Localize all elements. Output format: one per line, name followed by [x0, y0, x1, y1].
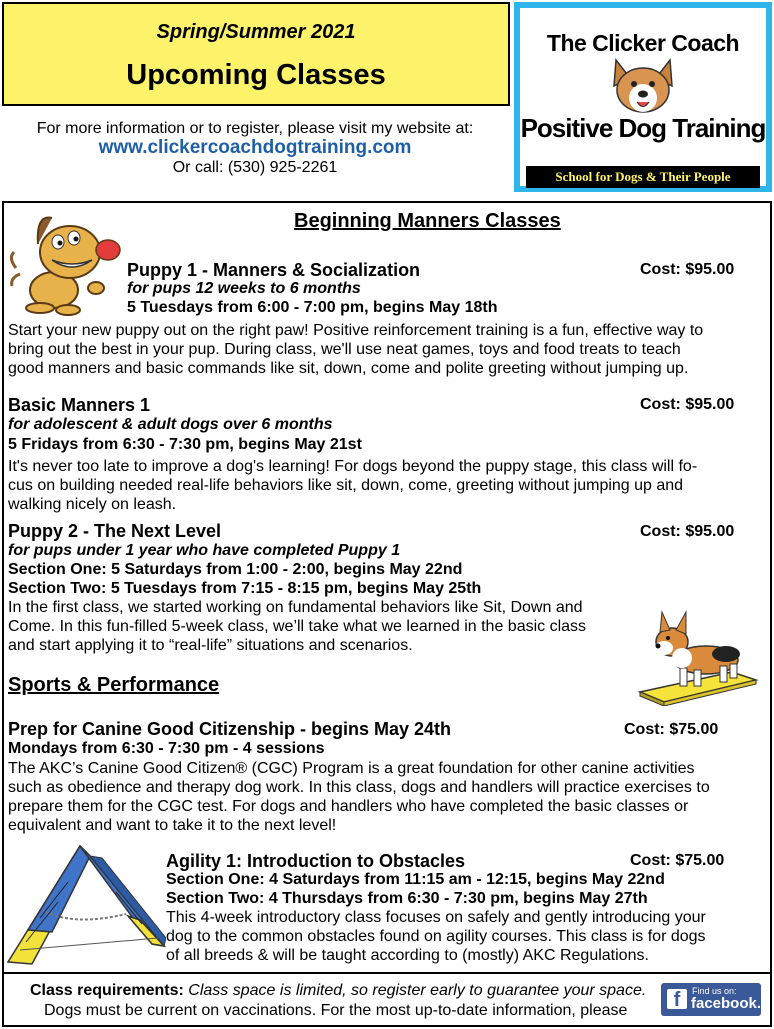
- facebook-label: facebook.: [691, 995, 762, 1012]
- page-title: Upcoming Classes: [126, 59, 386, 91]
- agility-a-frame-icon: [6, 842, 166, 966]
- basic-cost: Cost: $95.00: [640, 396, 735, 413]
- agility-cost: Cost: $75.00: [630, 852, 725, 869]
- logo-tagline: School for Dogs & Their People: [526, 166, 760, 188]
- corgi-face-icon: [606, 56, 680, 116]
- cgc-title: Prep for Canine Good Citizenship - begins May 24th: [8, 719, 452, 739]
- agility-title: Agility 1: Introduction to Obstacles: [166, 851, 466, 871]
- cgc-description: The AKC’s Canine Good Citizen® (CGC) Program is a great foundation for other canine activities such as obedience and therapy dog work. In this class, dogs and handlers will practice exercises to prepare them for the CGC test. For dogs and handlers who have completed the basic classes or equivalent and want to take it to the next level!: [8, 760, 710, 834]
- logo: [514, 2, 772, 192]
- puppy2-audience: for pups under 1 year who have completed Puppy 1: [8, 542, 401, 559]
- facebook-icon: f: [667, 989, 687, 1009]
- cartoon-dog-icon: [6, 208, 124, 318]
- puppy2-cost: Cost: $95.00: [640, 523, 735, 540]
- vaccination-note: Dogs must be current on vaccinations. For the most up-to-date information, please: [44, 1002, 628, 1019]
- puppy1-title: Puppy 1 - Manners & Socialization: [127, 260, 421, 280]
- puppy1-audience: for pups 12 weeks to 6 months: [127, 280, 361, 297]
- facebook-find-label: Find us on:: [692, 986, 737, 996]
- class-requirements: Class requirements: Class space is limited, so register early to guarantee your space.: [30, 982, 647, 999]
- basic-title: Basic Manners 1: [8, 395, 151, 415]
- puppy1-schedule: 5 Tuesdays from 6:00 - 7:00 pm, begins May 18th: [127, 299, 498, 316]
- agility-section1: Section One: 4 Saturdays from 11:15 am - 12:15, begins May 22nd: [166, 871, 665, 888]
- phone-text: Or call: (530) 925-2261: [172, 159, 338, 176]
- facebook-button[interactable]: [661, 983, 761, 1016]
- puppy2-description: In the first class, we started working on fundamental behaviors like Sit, Down and Come. In this fun-filled 5-week class, we’ll take what we learned in the basic class and start applying it to “real-life” situations and scenarios.: [8, 599, 587, 654]
- puppy1-cost: Cost: $95.00: [640, 261, 735, 278]
- agility-description: This 4-week introductory class focuses on safely and gently introducing your dog to the common obstacles found on agility courses. This class is for dogs of all breeds & will be taught according to (mostly) AKC Regulations.: [166, 909, 706, 964]
- puppy2-section1: Section One: 5 Saturdays from 1:00 - 2:00, begins May 22nd: [8, 561, 463, 578]
- puppy1-description: Start your new puppy out on the right paw! Positive reinforcement training is a fun, effective way to bring out the best in your pup. During class, we'll use neat games, toys and food treats to teach good manners and basic commands like sit, down, come and polite greeting without jumping up.: [8, 322, 704, 377]
- basic-schedule: 5 Fridays from 6:30 - 7:30 pm, begins May 21st: [8, 436, 362, 453]
- basic-audience: for adolescent & adult dogs over 6 months: [8, 416, 333, 433]
- logo-line2: Positive Dog Training: [520, 113, 766, 143]
- puppy2-title: Puppy 2 - The Next Level: [8, 521, 222, 541]
- cgc-schedule: Mondays from 6:30 - 7:30 pm - 4 sessions: [8, 740, 325, 757]
- agility-section2: Section Two: 4 Thursdays from 6:30 - 7:30 pm, begins May 27th: [166, 890, 648, 907]
- header-banner: [2, 2, 510, 106]
- beginning-heading: Beginning Manners Classes: [294, 210, 561, 232]
- season-label: Spring/Summer 2021: [156, 21, 356, 43]
- info-text: For more information or to register, please visit my website at:: [36, 120, 474, 137]
- basic-description: It's never too late to improve a dog's learning! For dogs beyond the puppy stage, this class will fo- cus on building needed real-life behaviors like sit, down, come, greeting without jumping up and walking nicely on leash.: [8, 458, 698, 513]
- corgi-on-table-icon: [636, 608, 762, 706]
- website-link[interactable]: [0, 137, 510, 159]
- puppy2-section2: Section Two: 5 Tuesdays from 7:15 - 8:15 pm, begins May 25th: [8, 580, 482, 597]
- footer-divider: [2, 972, 772, 974]
- logo-line1: The Clicker Coach: [546, 30, 740, 56]
- sports-heading: Sports & Performance: [8, 674, 220, 696]
- cgc-cost: Cost: $75.00: [624, 721, 719, 738]
- website-link-text[interactable]: www.clickercoachdogtraining.com: [98, 137, 412, 158]
